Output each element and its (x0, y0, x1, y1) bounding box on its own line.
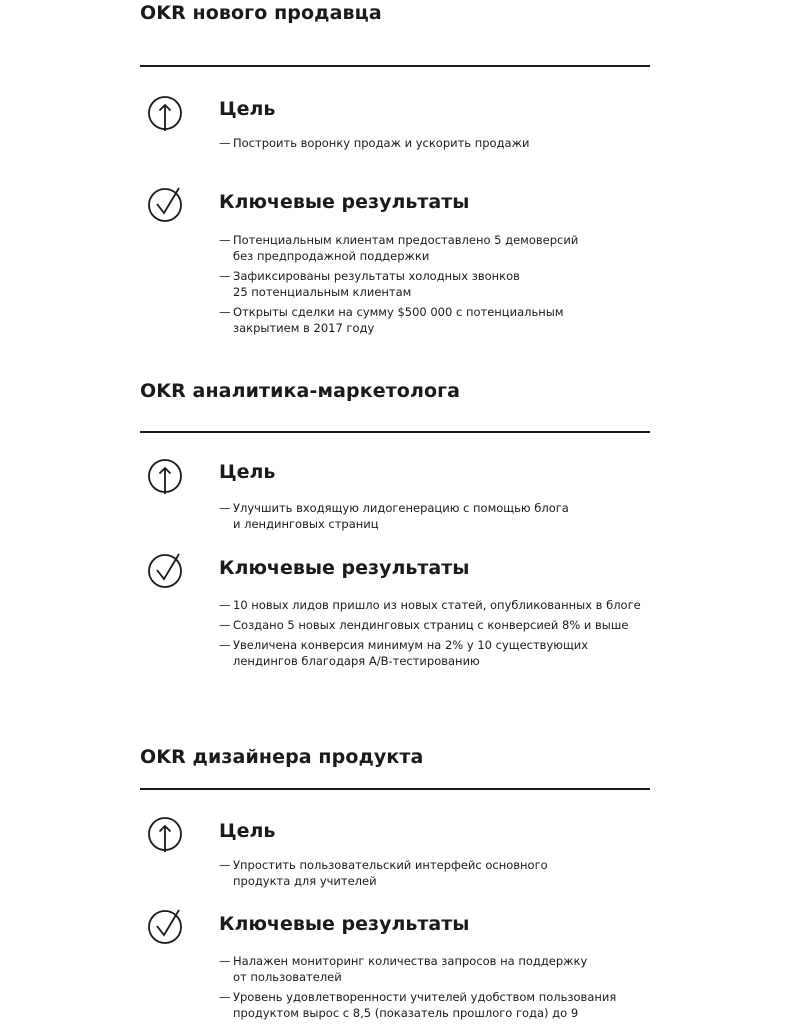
key-results-heading: Ключевые результаты (219, 191, 470, 213)
goal-item: — Построить воронку продаж и ускорить продажи (219, 135, 659, 151)
key-result-item: — Уровень удовлетворенности учителей удобством пользования продуктом вырос с 8,5 (показатель прошлого года) до 9 (219, 989, 659, 1021)
key-results-list (219, 597, 659, 673)
key-result-item: — Увеличена конверсия минимум на 2% у 10 существующих лендингов благодаря A/B-тестированию (219, 637, 659, 669)
goal-list (219, 135, 659, 155)
goal-list (219, 500, 659, 536)
arrow-up-circle-icon (146, 457, 184, 495)
check-circle-icon (146, 186, 184, 224)
key-result-item: — Создано 5 новых лендинговых страниц с конверсией 8% и выше (219, 617, 659, 633)
key-result-item: — Потенциальным клиентам предоставлено 5 демоверсий без предпродажной поддержки (219, 232, 659, 264)
check-circle-icon (146, 552, 184, 590)
key-result-item: — Налажен мониторинг количества запросов на поддержку от пользователей (219, 953, 659, 985)
key-results-heading: Ключевые результаты (219, 913, 470, 935)
goal-heading: Цель (219, 98, 276, 120)
key-results-list (219, 953, 659, 1025)
key-result-item: — 10 новых лидов пришло из новых статей, опубликованных в блоге (219, 597, 659, 613)
goal-heading: Цель (219, 820, 276, 842)
key-result-item: — Открыты сделки на сумму $500 000 с потенциальным закрытием в 2017 году (219, 304, 659, 336)
section-title: OKR аналитика-маркетолога (140, 380, 461, 402)
section-divider (140, 431, 650, 433)
key-results-heading: Ключевые результаты (219, 557, 470, 579)
arrow-up-circle-icon (146, 94, 184, 132)
goal-heading: Цель (219, 461, 276, 483)
section-divider (140, 65, 650, 67)
arrow-up-circle-icon (146, 815, 184, 853)
goal-item: — Упростить пользовательский интерфейс основного продукта для учителей (219, 857, 659, 889)
key-result-item: — Зафиксированы результаты холодных звонков 25 потенциальным клиентам (219, 268, 659, 300)
section-divider (140, 788, 650, 790)
check-circle-icon (146, 908, 184, 946)
section-title: OKR дизайнера продукта (140, 746, 424, 768)
goal-item: — Улучшить входящую лидогенерацию с помощью блога и лендинговых страниц (219, 500, 659, 532)
goal-list (219, 857, 659, 893)
section-title: OKR нового продавца (140, 2, 382, 24)
key-results-list (219, 232, 659, 340)
